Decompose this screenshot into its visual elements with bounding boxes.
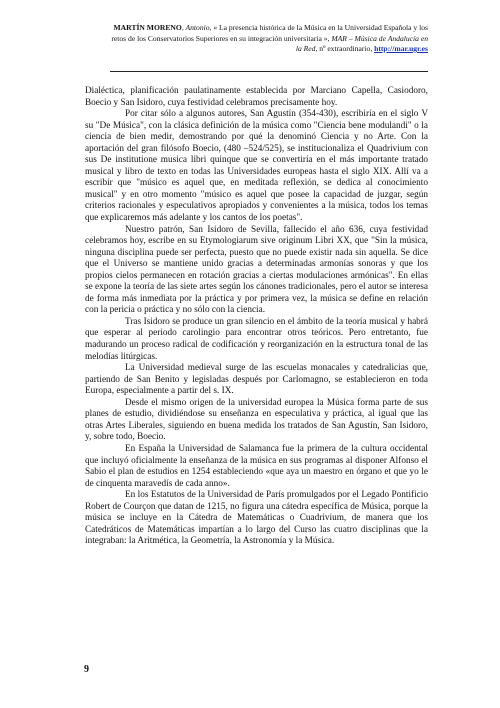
header-issue: , nº extraordinario, [315, 44, 375, 53]
paragraph: La Universidad medieval surge de las escuelas monacales y catedralicias que, partiendo de San Benito y legisladas después por Carlomagno, se establecieron en toda Europa, especialmente a partir del s. IX. [85, 363, 428, 397]
header-rule [110, 71, 428, 72]
page-number: 9 [84, 664, 89, 675]
paragraph: Tras Isidoro se produce un gran silencio en el ámbito de la teoría musical y habrá que esperar al periodo carolingio para encontrar otros teóricos. Pero entretanto, fue madurando un proceso radical de codificación y reorganización en la estructura tonal de las melodías litúrgicas. [85, 316, 428, 362]
paragraph: Por citar sólo a algunos autores, San Agustín (354-430), escribiría en el siglo V su "De Música", con la clásica definición de la música como "Ciencia bene modulandi" o la ciencia de bien medir, demostrando por qué la denominó Ciencia y no Arte. Con la aportación del gran filósofo Boecio, (480 –524/525), se institucionaliza el Quadrivium con sus De institutione musica libri quinque que se convertiría en el más importante tratado musical y libro de texto en todas las Universidades europeas hasta el siglo XIX. Allí va a escribir que "músico es aquel que, en meditada reflexión, se dedica al conocimiento musical" y en otro momento "músico es aquel que posee la capacidad de juzgar, según criterios racionales y especulativos apropiados y convenientes a la música, todos los temas que explicaremos más adelante y los cantos de los poetas". [85, 109, 428, 224]
paragraph: Nuestro patrón, San Isidoro de Sevilla, fallecido el año 636, cuya festividad celebramos hoy, escribe en su Etymologiarum sive originum Libri XX, que "Sin la música, ninguna disciplina puede ser perfecta, puesto que no puede existir nada sin aquella. Se dice que el Universo se mantiene unido gracias a determinadas armonías sonoras y que los propios cielos permanecen en rotación gracias a ciertas modulaciones armónicas". En ellas se expone la teoría de las siete artes según los cánones tradicionales, pero el autor se interesa de forma más inmediata por la práctica y por primera vez, la música se define en relación con la pericia o práctica y no sólo con la ciencia. [85, 224, 428, 316]
header-title: , « La presencia histórica de la Música en la Universidad Española y los retos de los Conservatorios Superiores en su integración universitaria », [111, 23, 428, 43]
paragraph: Dialéctica, planificación paulatinamente establecida por Marciano Capella, Casiodoro, Boecio y San Isidoro, cuya festividad celebramos precisamente hoy. [85, 86, 428, 108]
header-author: MARTÍN MORENO [113, 23, 182, 32]
header-journal: MAR – Música de Andalucía en la Red [295, 33, 428, 53]
paragraph: Desde el mismo origen de la universidad europea la Música forma parte de sus planes de estudio, dividiéndose su enseñanza en especulativa y práctica, al igual que las otras Artes Liberales, siguiendo en buena medida los tratados de San Agustín, San Isidoro, y, sobre todo, Boecio. [85, 397, 428, 443]
header-url-link[interactable]: http://mar.ugr.es [374, 44, 428, 53]
paragraph: En España la Universidad de Salamanca fue la primera de la cultura occidental que incluyó oficialmente la enseñanza de la música en sus programas al disponer Alfonso el Sabio el plan de estudios en 1254 estableciendo «que aya un maestro en órgano et que yo le de cinquenta maravedís de cada anno». [85, 443, 428, 489]
paragraph: En los Estatutos de la Universidad de París promulgados por el Legado Pontificio Robert de Courçon que datan de 1215, no figura una cátedra específica de Música, porque la música se incluye en la Cátedra de Matemáticas o Cuadrivium, de manera que los Catedráticos de Matemáticas impartían a lo largo del Curso las cuatro disciplinas que la integraban: la Aritmética, la Geometría, la Astronomía y la Música. [85, 490, 428, 547]
body-text [85, 86, 428, 548]
header-author-given: , Antonio [181, 23, 210, 32]
running-header [110, 23, 428, 55]
